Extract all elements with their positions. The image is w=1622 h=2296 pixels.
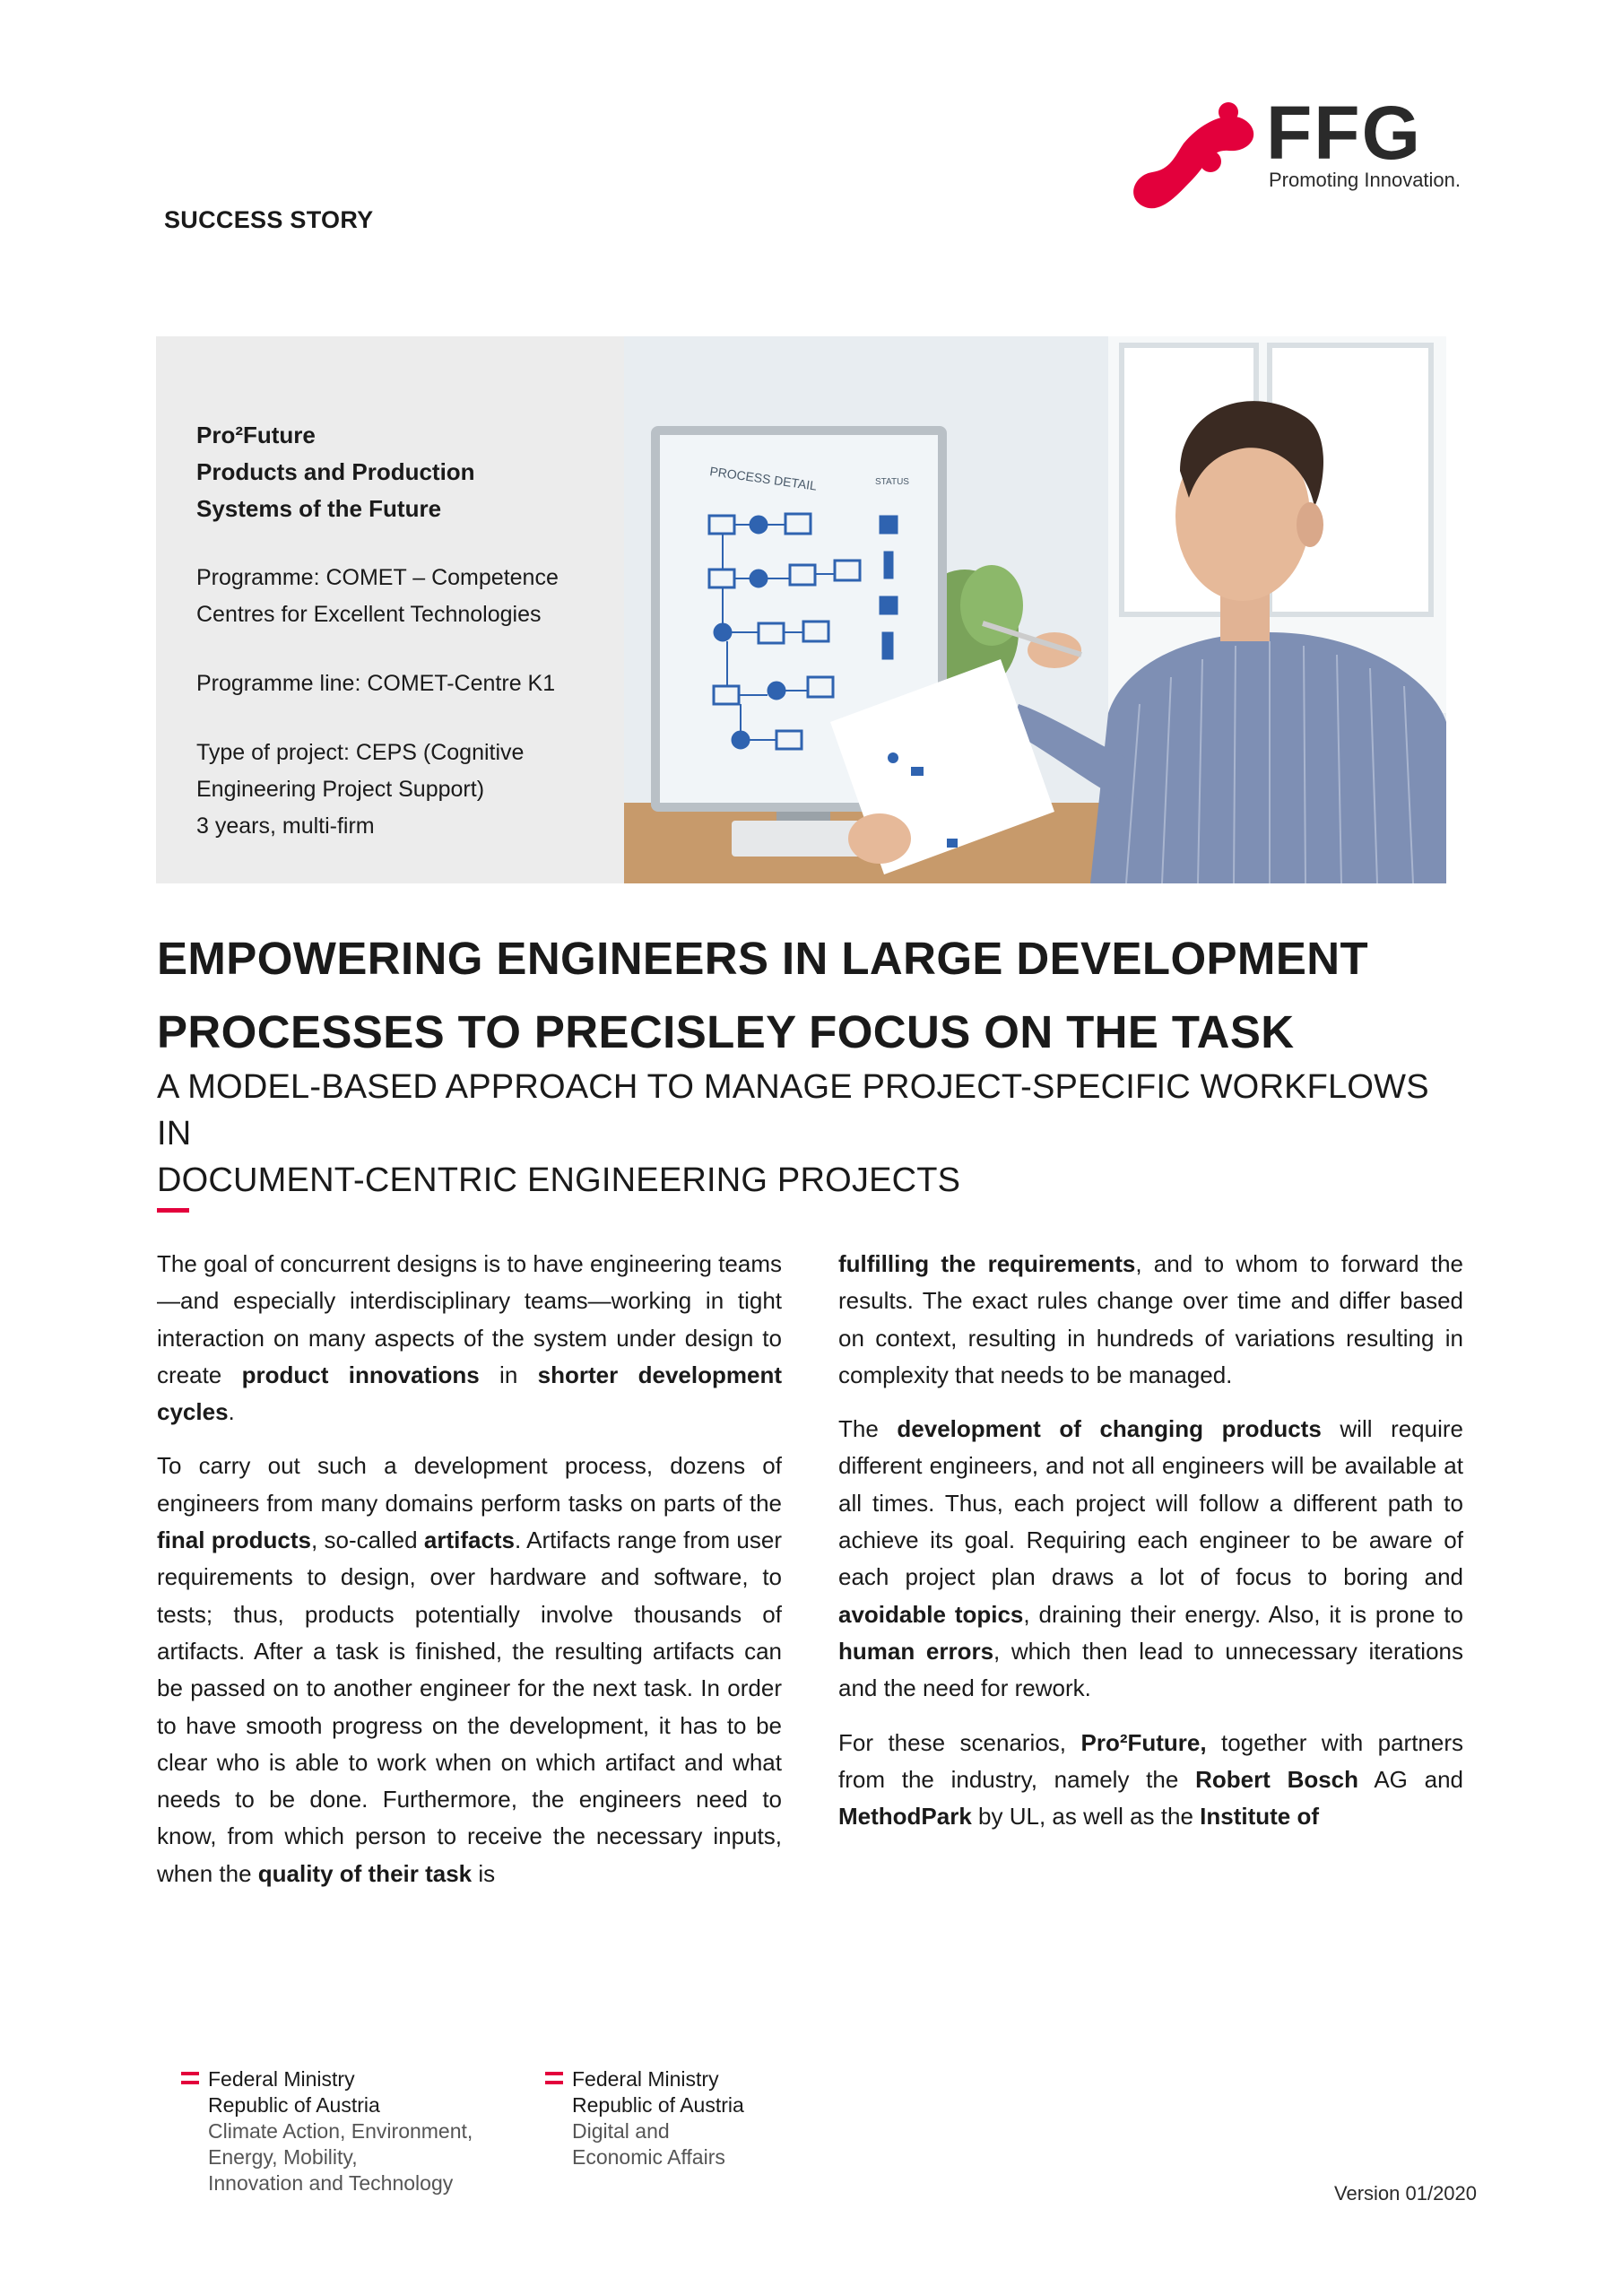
version-label: Version 01/2020: [1334, 2182, 1478, 2205]
logo-tagline: Promoting Innovation.: [1269, 169, 1462, 191]
project-type-1: Type of project: CEPS (Cognitive: [196, 740, 525, 765]
subtitle: [157, 1064, 1457, 1204]
main-title-line-1: EMPOWERING ENGINEERS IN LARGE DEVELOPMENT: [157, 933, 1369, 984]
paragraph-5: For these scenarios, Pro²Future, together with partners from the industry, namely the Robert Bosch AG and MethodPark by UL, as well as the Institute of: [838, 1728, 1463, 1831]
logo-wordmark: FFG: [1266, 91, 1422, 175]
accent-dash: [157, 1208, 189, 1213]
programme-line-1: Programme: COMET – Competence: [196, 565, 559, 590]
project-full-name-1: Products and Production: [196, 458, 475, 485]
programme-line-2: Centres for Excellent Technologies: [196, 602, 542, 627]
paragraph-1: The goal of concurrent designs is to have engineering teams—and especially interdisciplinary teams—working in tight interaction on many aspects of the system under design to create product innovations in shorter development cycles.: [157, 1250, 782, 1426]
paragraph-2: To carry out such a development process, dozens of engineers from many domains perform tasks on parts of the final products, so-called artifacts. Artifacts range from user requirements to design, over hardware and software, to tests; thus, products potentially involve thousands of artifacts. After a task is finished, the resulting artifacts can be passed on to another engineer for the next task. In order to have smooth progress on the development, it has to be clear who is able to work when on which artifact and what needs to be done. Furthermore, the engineers need to know, from which person to receive the necessary inputs, when the quality of their task is: [157, 1452, 782, 1887]
project-name: Pro²Future: [196, 422, 316, 448]
subtitle-line-2: DOCUMENT-CENTRIC ENGINEERING PROJECTS: [157, 1161, 961, 1199]
ffg-logo-icon: [1121, 99, 1264, 224]
paragraph-4: The development of changing products will require different engineers, and not all engineers will be available at all times. Thus, each project will follow a different path to achieve its goal. Requiring each engineer to be aware of each project plan draws a lot of focus to boring and avoidable topics, draining their energy. Also, it is prone to human errors, which then lead to unnecessary iterations and the need for rework.: [838, 1415, 1464, 1702]
ministry-logo-climate: Federal Ministry Republic of Austria Climate Action, Environment, Energy, Mobility, Innovation and Technology: [208, 2066, 473, 2196]
project-duration: 3 years, multi-firm: [196, 813, 375, 839]
engineer-photo: [624, 336, 1446, 883]
screen-title: PROCESS DETAIL: [708, 464, 818, 493]
programme-line-k1: Programme line: COMET-Centre K1: [196, 671, 556, 696]
main-title-line-2: PROCESSES TO PRECISLEY FOCUS ON THE TASK: [157, 1006, 1295, 1057]
subtitle-line-1: A MODEL-BASED APPROACH TO MANAGE PROJECT-SPECIFIC WORKFLOWS IN: [157, 1068, 1429, 1152]
project-info-panel: [156, 336, 624, 883]
austria-flag-icon: [181, 2072, 199, 2084]
body-column-right: [838, 1246, 1463, 1852]
austria-flag-icon: [545, 2072, 563, 2084]
paragraph-3: fulfilling the requirements, and to whom to forward the results. The exact rules change over time and differ based on context, resulting in hundreds of variations resulting in complexity that needs to be managed.: [838, 1250, 1463, 1388]
project-full-name-2: Systems of the Future: [196, 495, 442, 522]
success-story-label: SUCCESS STORY: [164, 206, 374, 233]
screen-status: STATUS: [875, 477, 909, 487]
project-type-2: Engineering Project Support): [196, 777, 485, 802]
ministry-logo-digital: Federal Ministry Republic of Austria Digital and Economic Affairs: [572, 2066, 744, 2170]
body-column-left: [157, 1246, 782, 1909]
main-title: [157, 922, 1457, 1069]
ffg-logo: [1121, 91, 1462, 224]
